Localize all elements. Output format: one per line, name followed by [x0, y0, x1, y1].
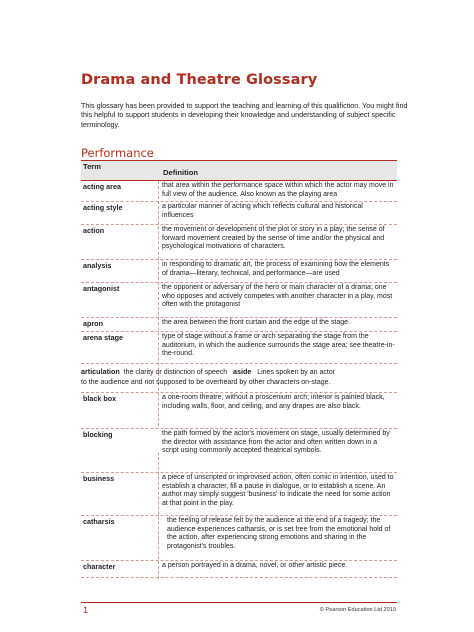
term-cell: catharsis	[83, 517, 115, 526]
aside-definition-part: Lines spoken by an actor	[257, 369, 336, 376]
term-aside: aside	[232, 367, 252, 376]
table-row	[81, 561, 397, 578]
table-row	[81, 332, 397, 364]
table-row	[81, 202, 397, 225]
term-cell: acting style	[83, 203, 123, 212]
table-row	[81, 283, 397, 318]
definition-cell: the movement or development of the plot or story in a play; the sense of forward movement created by the sense of time and/or the physical and psychological motivations of characters.	[162, 226, 385, 251]
page-number: 1	[83, 605, 89, 615]
articulation-aside-line	[81, 367, 397, 388]
header-term: Term	[83, 162, 102, 171]
table-row	[81, 318, 397, 332]
glossary-table	[81, 160, 397, 580]
section-heading: Performance	[81, 146, 154, 160]
term-cell: black box	[83, 394, 117, 403]
definition-cell: in responding to dramatic art, the process of examining how the elements of drama—literary, technical, and performance—are used	[162, 261, 390, 277]
table-header	[81, 160, 397, 181]
table-row	[81, 181, 397, 202]
definition-cell: a one-room theatre, without a proscenium arch; interior is painted black, including walls, floor, and ceiling, and any drapes are also black.	[162, 394, 385, 410]
term-articulation: articulation	[81, 367, 120, 376]
table-row	[81, 516, 397, 561]
definition-cell: the path formed by the actor's movement on stage, usually determined by the director with assistance from the actor and often written down in a script using commonly accepted theatrical symbols.	[162, 430, 390, 455]
table-row	[81, 473, 397, 516]
table-row	[81, 260, 397, 283]
term-cell: business	[83, 474, 115, 483]
definition-cell: the feeling of release felt by the audience at the end of a tragedy; the audience experiences catharsis, or is set free from the emotional hold of the action, after experiencing strong emotions and sharing in the protagonist's troubles.	[167, 517, 391, 550]
intro-paragraph: This glossary has been provided to support the teaching and learning of this qualifiction. You might find this helpful to support students in developing their knowledge and understanding of subject specific terminology.	[81, 101, 408, 129]
definition-cell: a person portrayed in a drama, novel, or other artistic piece.	[162, 562, 348, 569]
term-cell: analysis	[83, 261, 112, 270]
header-definition: Definition	[163, 168, 199, 177]
term-cell: acting area	[83, 182, 121, 191]
term-cell: apron	[83, 319, 103, 328]
term-cell: antagonist	[83, 284, 120, 293]
definition-cell: that area within the performance space within which the actor may move in full view of the audience. Also known as the playing area	[162, 182, 394, 198]
definition-cell: a piece of unscripted or improvised action, often comic in intention, used to establish a character, fill a pause in dialogue, or to establish a scene. An author may simply suggest 'business' to indicate the need for some action at that point in the play.	[162, 474, 394, 507]
document-title: Drama and Theatre Glossary	[81, 72, 318, 88]
copyright-notice: © Pearson Education Ltd 2019	[319, 607, 396, 613]
articulation-definition: the clarity or distinction of speech	[123, 369, 228, 376]
table-row	[81, 392, 397, 429]
definition-cell: the opponent or adversary of the hero or main character of a drama; one who opposes and actively competes with another character in a play, most often with the protagonist	[162, 284, 393, 309]
definition-cell: the area between the front curtain and the edge of the stage.	[162, 319, 350, 326]
definition-cell: type of stage without a frame or arch separating the stage from the auditorium, in which the audience surrounds the stage area; see theatre-in-the-round.	[162, 333, 395, 358]
term-cell: blocking	[83, 430, 113, 439]
table-row	[81, 429, 397, 473]
table-row	[81, 225, 397, 260]
term-cell: action	[83, 226, 105, 235]
definition-cell: a particular manner of acting which reflects cultural and historical influences	[162, 203, 363, 219]
term-cell: arena stage	[83, 333, 123, 342]
aside-definition-cont: to the audience and not supposed to be overheard by other characters on-stage.	[81, 379, 331, 386]
term-cell: character	[83, 562, 116, 571]
footer-rule	[81, 602, 397, 603]
